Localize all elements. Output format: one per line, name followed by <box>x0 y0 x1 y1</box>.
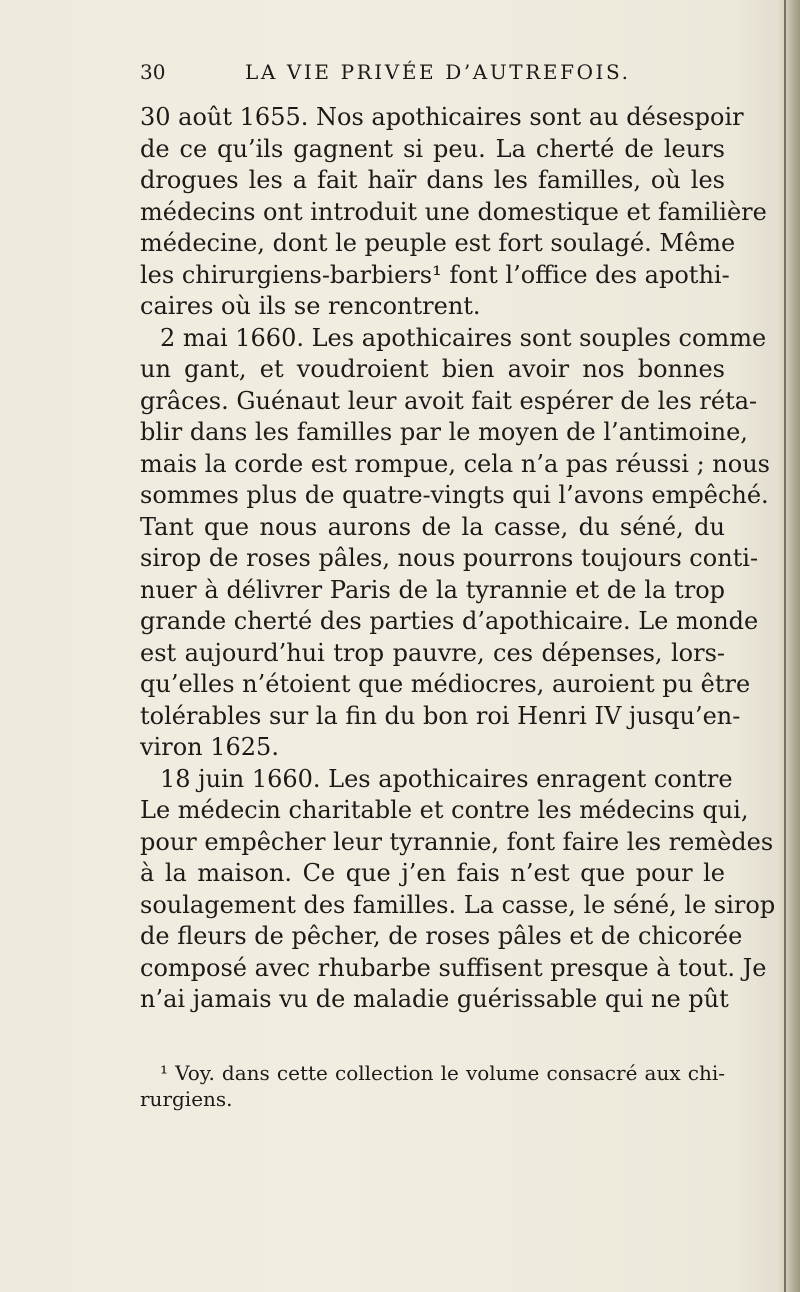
text-line: mais la corde est rompue, cela n’a pas réussi ; nous <box>140 449 770 478</box>
text-line: 30 août 1655. Nos apothicaires sont au désespoir <box>140 103 744 131</box>
text-line: médecins ont introduit une domestique et familière <box>140 197 767 226</box>
text-line: les chirurgiens-barbiers¹ font l’office des apothi- <box>140 260 730 289</box>
text-line: un gant, et voudroient bien avoir nos bonnes <box>140 355 725 383</box>
text-line: tolérables sur la fin du bon roi Henri IV jusqu’en- <box>140 701 741 730</box>
page-number: 30 <box>140 60 166 84</box>
text-line: à la maison. Ce que j’en fais n’est que pour le <box>140 859 725 887</box>
text-line: qu’elles n’étoient que médiocres, auroient pu être <box>140 670 751 698</box>
text-line: soulagement des familles. La casse, le séné, le sirop <box>140 890 776 919</box>
text-line: grande cherté des parties d’apothicaire. Le monde <box>140 607 759 635</box>
text-line: composé avec rhubarbe suffisent presque à tout. Je <box>140 953 767 982</box>
text-line: drogues les a fait haïr dans les familles, où les <box>140 166 725 194</box>
text-line: de fleurs de pêcher, de roses pâles et de chicorée <box>140 922 743 950</box>
footnotes <box>140 1060 725 1112</box>
footnote-line: rurgiens. <box>140 1087 233 1111</box>
text-line: blir dans les familles par le moyen de l’antimoine, <box>140 418 748 446</box>
text-line: est aujourd’hui trop pauvre, ces dépenses, lors- <box>140 638 725 667</box>
text-line: 18 juin 1660. Les apothicaires enragent contre <box>160 764 733 793</box>
text-line: de ce qu’ils gagnent si peu. La cherté de leurs <box>140 134 725 163</box>
text-line: grâces. Guénaut leur avoit fait espérer de les réta- <box>140 386 758 415</box>
text-line: médecine, dont le peuple est fort soulagé. Même <box>140 229 736 257</box>
text-line: sommes plus de quatre-vingts qui l’avons empêché. <box>140 481 769 509</box>
header-title: LA VIE PRIVÉE D’AUTREFOIS. <box>245 60 631 84</box>
text-line: viron 1625. <box>140 733 279 761</box>
binding-shadow <box>784 0 786 1292</box>
footnote-line: ¹ Voy. dans cette collection le volume consacré aux chi- <box>160 1061 725 1085</box>
text-line: n’ai jamais vu de maladie guérissable qui ne pût <box>140 985 729 1013</box>
text-line: nuer à délivrer Paris de la tyrannie et de la trop <box>140 575 725 604</box>
text-line: Tant que nous aurons de la casse, du séné, du <box>140 512 725 541</box>
text-line: caires où ils se rencontrent. <box>140 292 481 320</box>
text-line: sirop de roses pâles, nous pourrons toujours conti- <box>140 544 759 572</box>
body-text <box>140 102 776 1016</box>
text-line: pour empêcher leur tyrannie, font faire les remèdes <box>140 827 774 856</box>
text-line: Le médecin charitable et contre les médecins qui, <box>140 796 749 824</box>
text-line: 2 mai 1660. Les apothicaires sont souples comme <box>160 323 767 352</box>
page-edge <box>776 0 800 1292</box>
